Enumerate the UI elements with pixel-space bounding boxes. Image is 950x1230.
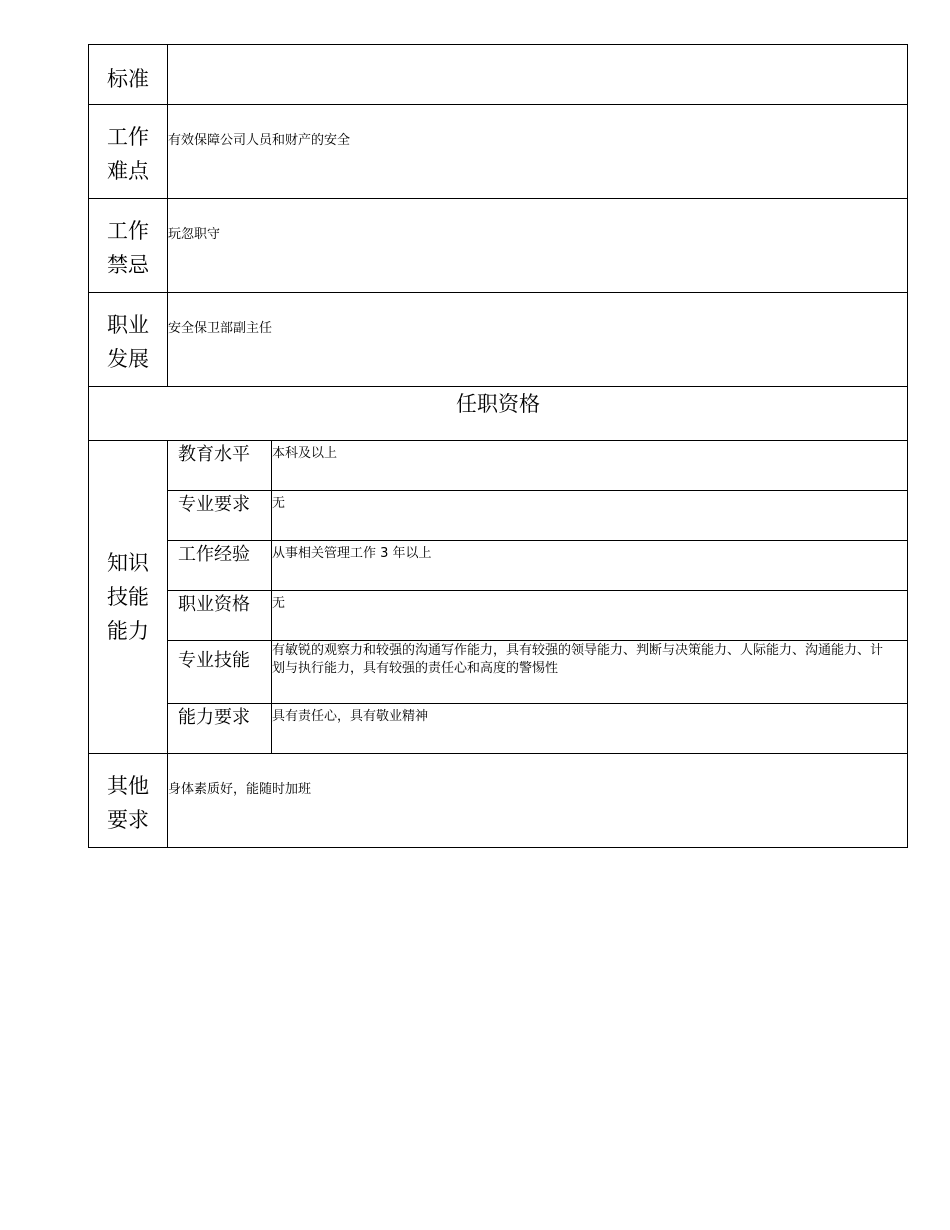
value-standard-text <box>168 45 907 72</box>
table-row-standard <box>89 45 908 105</box>
sub-value-skills: 有敏锐的观察力和较强的沟通写作能力，具有较强的领导能力、判断与决策能力、人际能力、沟通能力、计划与执行能力，具有较强的责任心和高度的警惕性 <box>272 641 908 704</box>
table-row-certification <box>89 591 908 641</box>
value-standard <box>168 45 908 105</box>
value-taboo-text: 玩忽职守 <box>168 227 221 242</box>
table-row-taboo <box>89 199 908 293</box>
value-other-text: 身体素质好，能随时加班 <box>168 782 312 797</box>
value-career <box>168 293 908 387</box>
table-row-other <box>89 754 908 848</box>
label-other <box>89 754 168 848</box>
table-row-ability <box>89 704 908 754</box>
table-row-major <box>89 491 908 541</box>
value-difficulty <box>168 105 908 199</box>
sub-label-certification: 职业资格 <box>168 591 272 641</box>
table-row-qualification-title <box>89 387 908 441</box>
label-other-text: 其他要求 <box>107 773 149 832</box>
table-row-education <box>89 441 908 491</box>
value-other <box>168 754 908 848</box>
job-description-table <box>88 44 908 848</box>
sub-label-major: 专业要求 <box>168 491 272 541</box>
label-difficulty <box>89 105 168 199</box>
label-career <box>89 293 168 387</box>
label-taboo-text: 工作禁忌 <box>107 218 149 277</box>
label-standard-text: 标准 <box>107 66 149 91</box>
sub-label-skills: 专业技能 <box>168 641 272 704</box>
label-knowledge-skills-text: 知识技能能力 <box>107 551 149 643</box>
label-taboo <box>89 199 168 293</box>
label-knowledge-skills <box>89 441 168 754</box>
sub-label-education: 教育水平 <box>168 441 272 491</box>
value-career-text: 安全保卫部副主任 <box>168 321 273 336</box>
sub-value-experience: 从事相关管理工作 3 年以上 <box>272 541 908 591</box>
value-difficulty-text: 有效保障公司人员和财产的安全 <box>168 133 351 148</box>
table-row-difficulty <box>89 105 908 199</box>
label-career-text: 职业发展 <box>107 312 149 371</box>
sub-value-major: 无 <box>272 491 908 541</box>
sub-label-experience: 工作经验 <box>168 541 272 591</box>
section-title-qualification: 任职资格 <box>89 387 908 441</box>
sub-value-certification: 无 <box>272 591 908 641</box>
label-standard <box>89 45 168 105</box>
label-difficulty-text: 工作难点 <box>107 124 149 183</box>
sub-value-ability: 具有责任心，具有敬业精神 <box>272 704 908 754</box>
table-row-career <box>89 293 908 387</box>
sub-value-education: 本科及以上 <box>272 441 908 491</box>
table-row-skills <box>89 641 908 704</box>
table-row-experience <box>89 541 908 591</box>
value-taboo <box>168 199 908 293</box>
sub-label-ability: 能力要求 <box>168 704 272 754</box>
